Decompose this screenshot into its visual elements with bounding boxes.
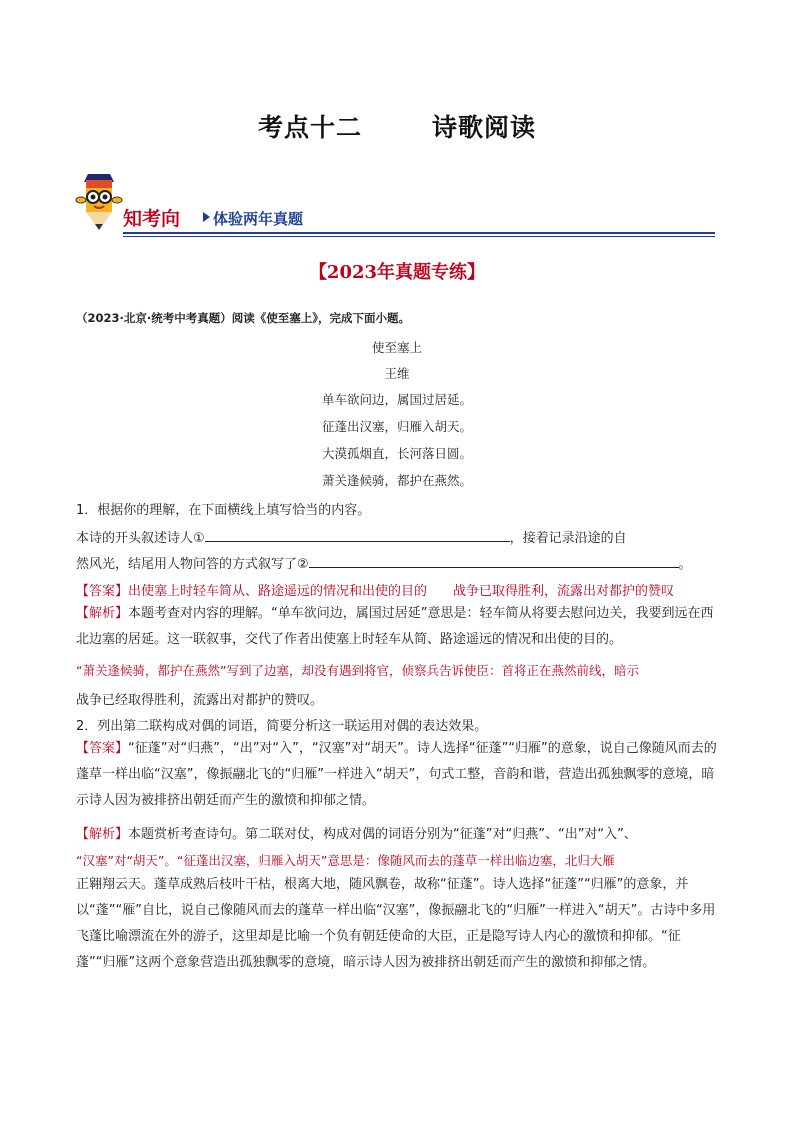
q2-answer (76, 736, 718, 814)
analysis-label: 【解析】 (76, 606, 129, 621)
analysis-text: 本题考查对内容的理解。“单车欲问边，属国过居延”意思是：轻车简从将要去慰问边关，我要到远在西北边塞的居延。这一联叙事，交代了作者出使塞上时轻车从简、路途遥远的情况和出使的目的。 (76, 606, 714, 647)
poem-title: 使至塞上 (371, 340, 422, 355)
analysis-text: 本题赏析考查诗句。第二联对仗，构成对偶的词语分别为“征蓬”对“归燕”、“出”对“入”、 (128, 827, 637, 842)
page-title-left: 考点十二 (257, 113, 362, 142)
banner-main-label: 知考向 (123, 208, 181, 230)
q2-prompt: 2．列出第二联构成对偶的词语，简要分析这一联运用对偶的表达效果。 (76, 719, 488, 734)
q1-analysis (76, 601, 718, 653)
q1-fill-text: 。 (678, 557, 692, 572)
poem-line: 单车欲问边，属国过居延。 (321, 392, 472, 407)
q1-fill-line-1 (76, 527, 627, 546)
q1-analysis-red: “萧关逢候骑，都护在燕然”写到了边塞，却没有遇到将官，侦察兵告诉使臣：首将正在燕然前线，暗示 (76, 663, 639, 678)
q2-analysis-red: “汉塞”对“胡天”。“征蓬出汉塞，归雁入胡天”意思是：像随风而去的蓬草一样出临边塞，北归大雁 (76, 853, 615, 868)
poem-line: 大漠孤烟直，长河落日圆。 (321, 446, 472, 461)
banner-divider-thin (123, 236, 715, 237)
q1-fill-line-2 (76, 553, 692, 572)
poem-line: 征蓬出汉塞，归雁入胡天。 (321, 419, 472, 434)
banner-sub-label: 体验两年真题 (213, 210, 304, 228)
page-title-right: 诗歌阅读 (432, 113, 537, 142)
section-banner (74, 170, 716, 240)
pencil-mascot-icon (74, 170, 124, 232)
q1-fill-text: 然风光，结尾用人物问答的方式叙写了② (76, 557, 309, 572)
blank-1-input[interactable] (205, 529, 510, 542)
blank-2-input[interactable] (309, 555, 679, 568)
page-title (0, 108, 794, 144)
q2-analysis-head (76, 822, 718, 848)
analysis-label: 【解析】 (76, 827, 129, 842)
q1-fill-text: ，接着记录沿途的自 (509, 531, 627, 546)
q1-answer (76, 580, 674, 599)
q2-analysis-body: 正翱翔云天。蓬草成熟后枝叶干枯，根离大地，随风飘卷，故称“征蓬”。诗人选择“征蓬”“归雁”的意象，并以“蓬”“雁”自比，说自己像随风而去的蓬草一样出临“汉塞”，像振翮北飞的“归雁”一样进入“胡天”。古诗中多用飞蓬比喻漂流在外的游子，这里却是比喻一个负有朝廷使命的大臣，正是隐写诗人内心的激愤和抑郁。“征蓬”“归雁”这两个意象营造出孤独飘零的意境，暗示诗人因为被排挤出朝廷而产生的激愤和抑郁之情。 (76, 877, 716, 970)
question-source: （2023·北京·统考中考真题）阅读《使至塞上》，完成下面小题。 (76, 311, 410, 325)
q1-prompt: 1．根据你的理解，在下面横线上填写恰当的内容。 (76, 503, 371, 518)
poem-line: 萧关逢候骑，都护在燕然。 (321, 473, 472, 488)
q1-analysis-end: 战争已经取得胜利，流露出对都护的赞叹。 (76, 693, 324, 708)
q1-fill-text: 本诗的开头叙述诗人① (76, 531, 205, 546)
answer-label: 【答案】 (76, 741, 129, 756)
answer-text: 出使塞上时轻车简从、路途遥远的情况和出使的目的 战争已取得胜利，流露出对都护的赞叹 (128, 584, 675, 599)
answer-text: “征蓬”对“归燕”，“出”对“入”，“汉塞”对“胡天”。诗人选择“征蓬”“归雁”的意象，说自己像随风而去的蓬草一样出临“汉塞”，像振翮北飞的“归雁”一样进入“胡天”，句式工整，音韵和谐，营造出孤独飘零的意境，暗示诗人因为被排挤出朝廷而产生的激愤和抑郁之情。 (76, 741, 717, 808)
poem-author: 王维 (384, 366, 410, 381)
section-title: 【2023年真题专练】 (308, 262, 486, 283)
answer-label: 【答案】 (76, 584, 129, 599)
triangle-right-icon (203, 212, 210, 222)
banner-divider (123, 232, 715, 234)
